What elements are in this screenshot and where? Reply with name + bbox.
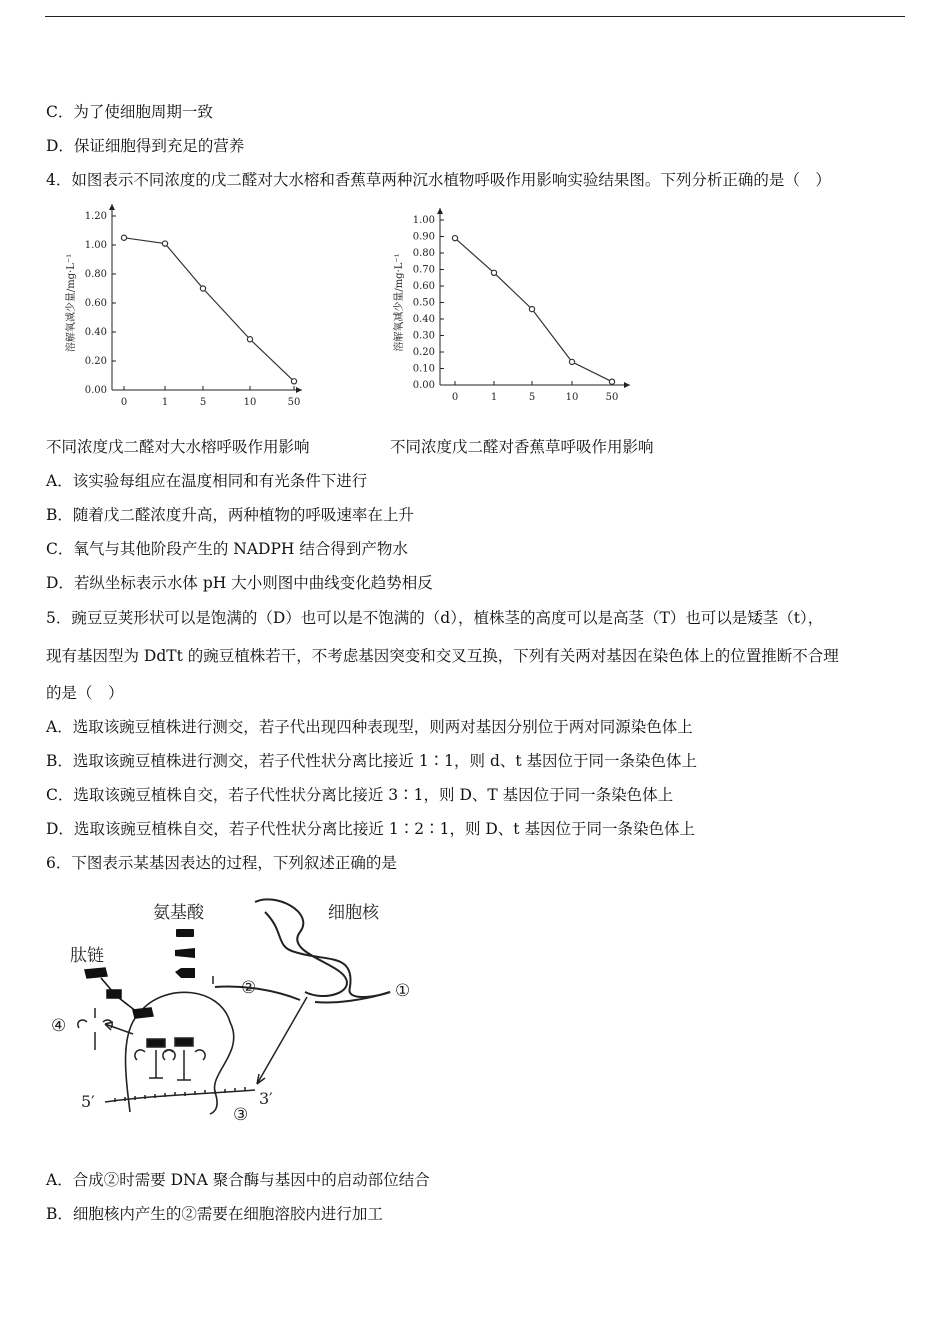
q4-option-c: C．氧气与其他阶段产生的 NADPH 结合得到产物水: [46, 540, 408, 558]
q3-option-c: C．为了使细胞周期一致: [46, 103, 213, 121]
data-point: [291, 379, 296, 384]
label-peptide: 肽链: [70, 946, 104, 966]
x-tick-label: 1: [161, 397, 169, 408]
y-tick-label: 1.00: [84, 240, 107, 251]
y-tick-label: 0.90: [412, 231, 435, 243]
x-axis-arrow: [296, 387, 302, 393]
y-tick-label: 0.60: [84, 298, 107, 309]
label-amino-acid: 氨基酸: [153, 903, 204, 923]
y-tick-label: 0.60: [412, 281, 435, 292]
y-tick-label: 0.00: [412, 380, 435, 391]
x-tick-label: 50: [287, 397, 301, 408]
trna-molecules: [78, 1008, 205, 1080]
data-point: [529, 307, 534, 312]
gene-expression-diagram: [45, 892, 445, 1142]
y-tick-label: 0.00: [84, 385, 107, 396]
q5-option-c: C．选取该豌豆植株自交，若子代性状分离比接近 3∶1，则 D、T 基因位于同一条染色体上: [46, 786, 674, 804]
y-tick-label: 0.80: [84, 269, 107, 280]
y-tick-label: 0.70: [412, 264, 435, 276]
chart-left-caption: 不同浓度戊二醛对大水榕呼吸作用影响: [46, 438, 310, 456]
q3-option-d: D．保证细胞得到充足的营养: [46, 137, 245, 155]
q4-stem: 4．如图表示不同浓度的戊二醛对大水榕和香蕉草两种沉水植物呼吸作用影响实验结果图。下列分析正确的是（ ）: [46, 171, 831, 189]
q5-option-d: D．选取该豌豆植株自交，若子代性状分离比接近 1∶2∶1，则 D、t 基因位于同一条染色体上: [46, 820, 695, 838]
y-tick-label: 0.40: [412, 314, 435, 325]
y-axis-arrow: [109, 204, 115, 210]
data-point: [121, 235, 126, 240]
q6-option-a: A．合成②时需要 DNA 聚合酶与基因中的启动部位结合: [46, 1171, 430, 1189]
x-tick-label: 0: [451, 392, 459, 403]
chart-right: [380, 205, 650, 420]
y-axis-label: 溶解氧减少量/mg·L⁻¹: [66, 253, 77, 353]
y-tick-label: 1.00: [412, 215, 435, 226]
q5-stem-1: 5．豌豆豆荚形状可以是饱满的（D）也可以是不饱满的（d），植株茎的高度可以是高茎（T）也可以是矮茎（t），: [46, 609, 824, 627]
q5-option-b: B．选取该豌豆植株进行测交，若子代性状分离比接近 1∶1，则 d、t 基因位于同一条染色体上: [46, 752, 698, 770]
chart-right-caption: 不同浓度戊二醛对香蕉草呼吸作用影响: [390, 438, 654, 456]
data-point: [162, 241, 167, 246]
data-point: [609, 379, 614, 384]
label-5-prime: 5′: [81, 1092, 95, 1111]
x-tick-label: 10: [243, 397, 257, 408]
label-nucleus: 细胞核: [328, 903, 379, 923]
y-tick-label: 0.80: [412, 248, 435, 259]
y-tick-label: 1.20: [84, 211, 107, 222]
data-point: [452, 236, 457, 241]
x-tick-label: 1: [490, 392, 498, 403]
q5-stem-3: 的是（ ）: [46, 684, 124, 702]
label-1: ①: [395, 981, 411, 1001]
y-axis-arrow: [437, 208, 443, 214]
q4-option-b: B．随着戊二醛浓度升高，两种植物的呼吸速率在上升: [46, 506, 414, 524]
q4-option-a: A．该实验每组应在温度相同和有光条件下进行: [46, 472, 368, 490]
x-tick-label: 5: [199, 397, 207, 408]
label-3-prime: 3′: [259, 1089, 273, 1108]
q4-option-d: D．若纵坐标表示水体 pH 大小则图中曲线变化趋势相反: [46, 574, 433, 592]
data-point: [569, 359, 574, 364]
q6-stem: 6．下图表示某基因表达的过程，下列叙述正确的是: [46, 854, 397, 872]
y-tick-label: 0.20: [412, 347, 435, 358]
label-4: ④: [51, 1016, 67, 1036]
y-tick-label: 0.50: [412, 297, 435, 309]
q6-option-b: B．细胞核内产生的②需要在细胞溶胶内进行加工: [46, 1205, 383, 1223]
y-tick-label: 0.10: [412, 363, 435, 375]
header-rule: [45, 16, 905, 17]
x-tick-label: 5: [528, 392, 536, 403]
series-line: [124, 238, 294, 382]
data-point: [491, 270, 496, 275]
chart-left: [60, 200, 320, 420]
y-axis-label: 溶解氧减少量/mg·L⁻¹: [394, 253, 405, 352]
x-tick-label: 10: [565, 392, 579, 403]
amino-acid-blocks: [175, 929, 195, 978]
x-axis-arrow: [624, 382, 630, 388]
x-tick-label: 50: [605, 392, 619, 403]
label-3: ③: [233, 1105, 249, 1125]
q5-option-a: A．选取该豌豆植株进行测交，若子代出现四种表现型，则两对基因分别位于两对同源染色体上: [46, 718, 693, 736]
data-point: [247, 337, 252, 342]
q5-stem-2: 现有基因型为 DdTt 的豌豆植株若干，不考虑基因突变和交叉互换，下列有关两对基因在染色体上的位置推断不合理: [46, 647, 839, 665]
data-point: [200, 286, 205, 291]
y-tick-label: 0.40: [84, 327, 107, 338]
y-tick-label: 0.20: [84, 356, 107, 367]
x-tick-label: 0: [120, 397, 128, 408]
label-2: ②: [241, 978, 257, 998]
y-tick-label: 0.30: [412, 330, 435, 342]
